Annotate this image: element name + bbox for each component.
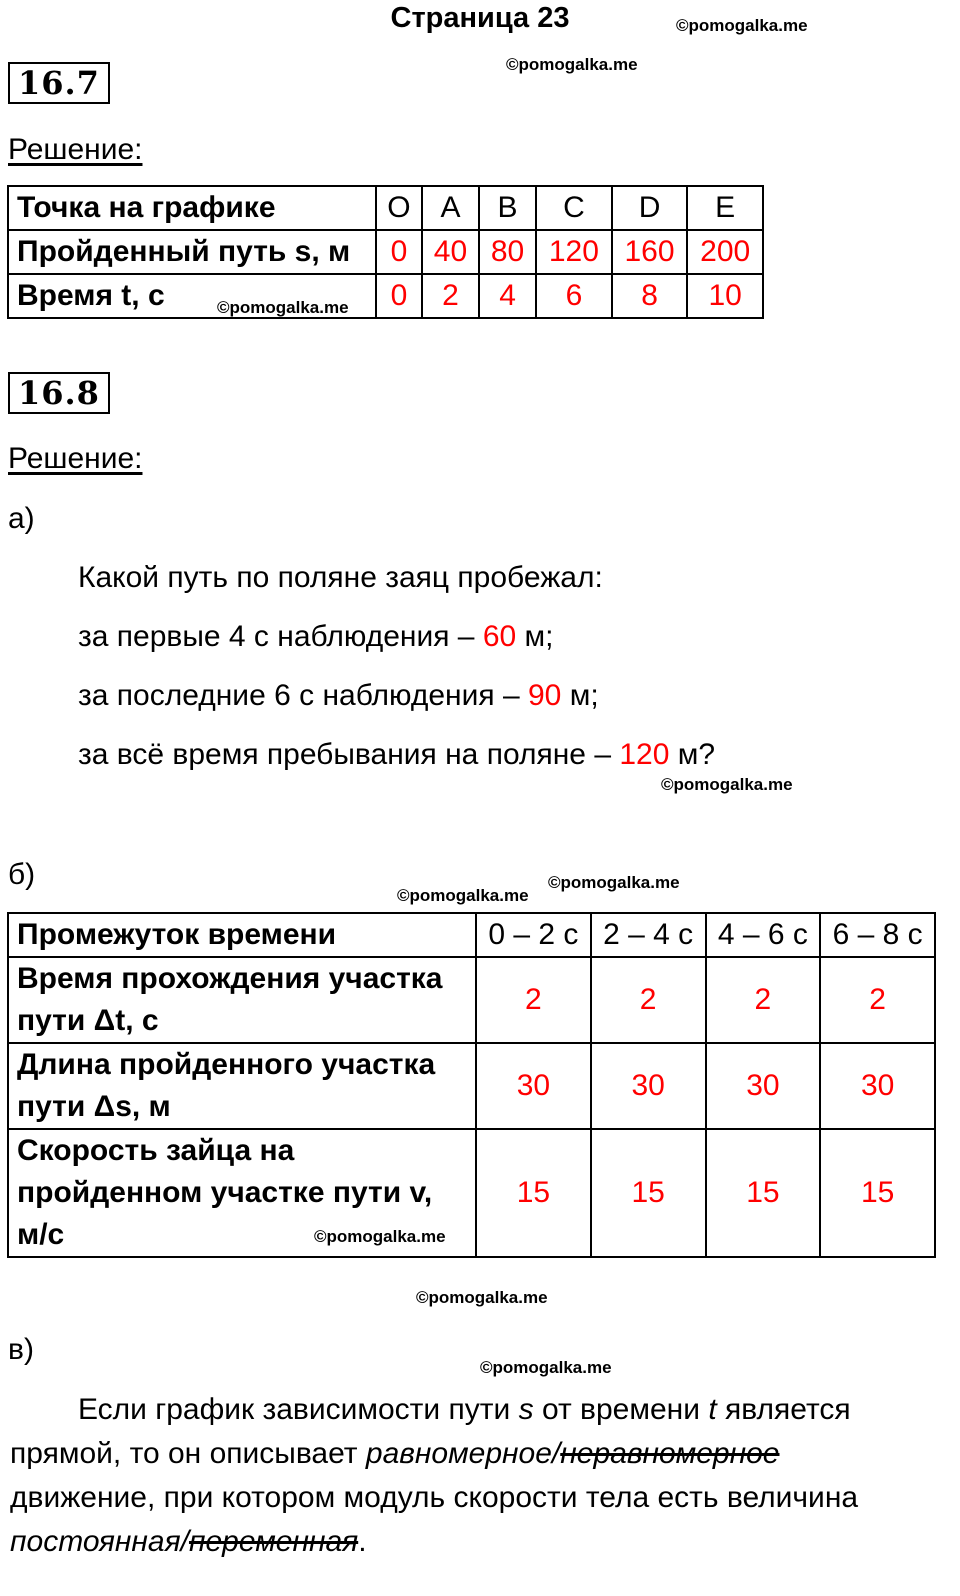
table-cell: 15 <box>820 1129 935 1257</box>
chosen-option: равномерное/ <box>365 1437 561 1470</box>
solution-label: Решение: <box>8 133 143 166</box>
table-cell: 30 <box>476 1043 591 1129</box>
row-header <box>8 274 376 318</box>
para-text: от времени <box>533 1393 709 1426</box>
row-header-line: пути Δt, с <box>17 1004 159 1037</box>
table-row <box>8 913 935 957</box>
watermark: ©pomogalka.me <box>661 775 793 794</box>
watermark: ©pomogalka.me <box>217 298 349 317</box>
table-cell: 10 <box>687 274 763 318</box>
line-text: м; <box>561 679 599 712</box>
table-row <box>8 1129 935 1257</box>
table-cell: 160 <box>612 230 688 274</box>
para-text: прямой, то он описывает <box>10 1437 366 1470</box>
row-header-line: пути Δs, м <box>17 1090 171 1123</box>
table-cell: 6 <box>536 274 612 318</box>
row-header-line: Время прохождения участка <box>17 962 443 995</box>
row-header: Пройденный путь s, м <box>8 230 376 274</box>
para-line <box>10 1432 940 1476</box>
row-header: Точка на графике <box>8 186 376 230</box>
task-number-16-8: 16.8 <box>8 372 110 414</box>
part-c-paragraph <box>10 1388 940 1564</box>
part-a-line <box>78 679 599 713</box>
para-text: Если график зависимости пути <box>78 1393 519 1426</box>
row-header-line: Скорость зайца на <box>17 1134 295 1167</box>
table-row <box>8 186 763 230</box>
part-a-label: а) <box>8 502 35 535</box>
table-cell: A <box>422 186 479 230</box>
speed-table <box>7 912 936 1258</box>
row-header-line: пройденном участке пути v, <box>17 1176 433 1209</box>
para-line: движение, при котором модуль скорости тела есть величина <box>10 1481 859 1514</box>
table-cell: C <box>536 186 612 230</box>
var-t: t <box>708 1393 717 1426</box>
crossed-option: неравномерное <box>560 1437 780 1470</box>
table-cell: 2 <box>706 957 821 1043</box>
table-cell: E <box>687 186 763 230</box>
page-title: Страница 23 <box>390 2 570 34</box>
table-cell: 30 <box>706 1043 821 1129</box>
para-text: . <box>358 1525 367 1558</box>
table-cell: 40 <box>422 230 479 274</box>
line-text: за первые 4 с наблюдения – <box>78 620 483 653</box>
table-cell: 4 – 6 с <box>706 913 821 957</box>
table-cell: 200 <box>687 230 763 274</box>
watermark: ©pomogalka.me <box>506 55 638 74</box>
line-text: м? <box>669 738 716 771</box>
part-a-question: Какой путь по поляне заяц пробежал: <box>78 561 603 594</box>
table-cell: 2 <box>591 957 706 1043</box>
table-cell: 0 – 2 с <box>476 913 591 957</box>
row-header-line: м/с <box>17 1218 65 1251</box>
watermark: ©pomogalka.me <box>548 873 680 892</box>
table-cell: 2 <box>422 274 479 318</box>
table-cell: 2 <box>820 957 935 1043</box>
table-row <box>8 957 935 1043</box>
watermark: ©pomogalka.me <box>416 1288 548 1307</box>
table-cell: 30 <box>591 1043 706 1129</box>
table-cell: 15 <box>591 1129 706 1257</box>
row-header <box>8 1129 476 1257</box>
table-cell: O <box>376 186 422 230</box>
para-line <box>10 1388 940 1432</box>
table-cell: 4 <box>479 274 536 318</box>
para-line <box>10 1520 940 1564</box>
row-header-text: Время t, с <box>17 279 165 312</box>
points-table <box>7 185 764 319</box>
row-header <box>8 1043 476 1129</box>
row-header: Промежуток времени <box>8 913 476 957</box>
table-row <box>8 1043 935 1129</box>
answer-value: 120 <box>619 738 670 771</box>
table-cell: 15 <box>706 1129 821 1257</box>
table-cell: B <box>479 186 536 230</box>
row-header-line: Длина пройденного участка <box>17 1048 436 1081</box>
line-text: м; <box>516 620 554 653</box>
table-cell: 30 <box>820 1043 935 1129</box>
watermark: ©pomogalka.me <box>397 886 529 905</box>
answer-value: 90 <box>528 679 562 712</box>
table-cell: D <box>612 186 688 230</box>
answer-value: 60 <box>482 620 517 653</box>
table-cell: 80 <box>479 230 536 274</box>
table-cell: 120 <box>536 230 612 274</box>
line-text: за последние 6 с наблюдения – <box>78 679 528 712</box>
table-row <box>8 274 763 318</box>
table-cell: 8 <box>612 274 688 318</box>
table-cell: 0 <box>376 230 422 274</box>
table-row <box>8 230 763 274</box>
table-cell: 15 <box>476 1129 591 1257</box>
watermark: ©pomogalka.me <box>676 16 808 35</box>
solution-label: Решение: <box>8 442 143 475</box>
line-text: за всё время пребывания на поляне – <box>78 738 620 771</box>
table-cell: 2 – 4 с <box>591 913 706 957</box>
var-s: s <box>518 1393 534 1426</box>
task-number-16-7: 16.7 <box>8 62 110 104</box>
table-cell: 2 <box>476 957 591 1043</box>
part-a-line <box>78 620 553 654</box>
part-c-label: в) <box>8 1333 34 1366</box>
watermark: ©pomogalka.me <box>314 1227 446 1246</box>
crossed-option: переменная <box>188 1525 359 1558</box>
chosen-option: постоянная/ <box>10 1525 189 1558</box>
watermark: ©pomogalka.me <box>480 1358 612 1377</box>
part-b-label: б) <box>8 858 36 891</box>
table-cell: 0 <box>376 274 422 318</box>
part-a-line <box>78 738 715 772</box>
table-cell: 6 – 8 с <box>820 913 935 957</box>
para-text: является <box>716 1393 851 1426</box>
row-header <box>8 957 476 1043</box>
